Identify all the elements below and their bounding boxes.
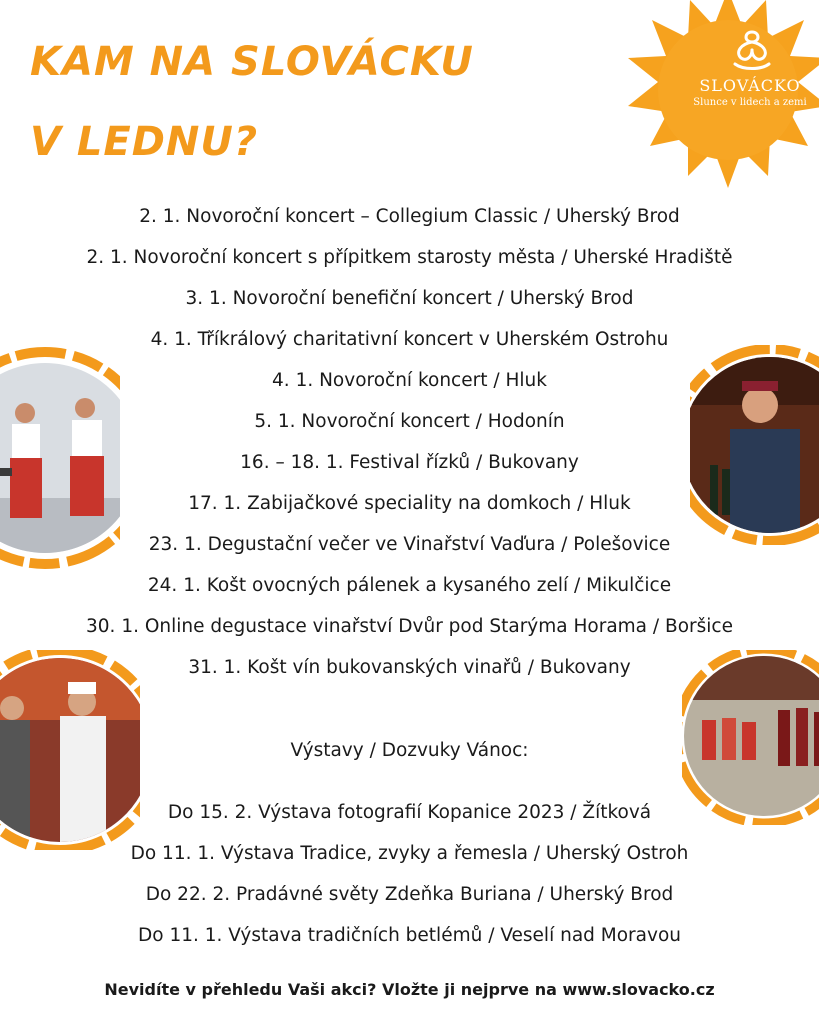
photo-folk-singers bbox=[0, 338, 120, 578]
event-item: 4. 1. Tříkrálový charitativní koncert v Uherském Ostrohu bbox=[150, 329, 669, 350]
event-item: 16. – 18. 1. Festival řízků / Bukovany bbox=[240, 452, 579, 473]
exhibition-item: Do 22. 2. Pradávné světy Zdeňka Buriana / Uherský Brod bbox=[145, 884, 674, 905]
title-line-1: KAM NA SLOVÁCKU bbox=[30, 39, 474, 85]
event-item: 2. 1. Novoroční koncert – Collegium Classic / Uherský Brod bbox=[139, 206, 680, 227]
logo-tagline: Slunce v lidech a zemi bbox=[693, 97, 807, 108]
page-title bbox=[30, 22, 474, 182]
photo-folk-dancers bbox=[682, 650, 819, 825]
logo-name: SLOVÁCKO bbox=[699, 76, 801, 95]
photo-winemaker bbox=[690, 345, 819, 545]
event-item: 24. 1. Košt ovocných pálenek a kysaného zelí / Mikulčice bbox=[147, 575, 672, 596]
event-item: 31. 1. Košt vín bukovanských vinařů / Bukovany bbox=[188, 657, 631, 678]
event-item: 3. 1. Novoroční benefiční koncert / Uherský Brod bbox=[185, 288, 634, 309]
photo-butchers bbox=[0, 650, 140, 850]
exhibition-item: Do 15. 2. Výstava fotografií Kopanice 2023 / Žítková bbox=[167, 802, 652, 823]
event-item: 4. 1. Novoroční koncert / Hluk bbox=[272, 370, 547, 391]
footer-note: Nevidíte v přehledu Vaši akci? Vložte ji nejprve na www.slovacko.cz bbox=[104, 980, 715, 999]
event-item: 2. 1. Novoroční koncert s přípitkem starosty města / Uherské Hradiště bbox=[86, 247, 733, 268]
event-item: 17. 1. Zabijačkové speciality na domkoch / Hluk bbox=[188, 493, 631, 514]
event-item: 30. 1. Online degustace vinařství Dvůr pod Starýma Horama / Boršice bbox=[86, 616, 733, 637]
exhibition-item: Do 11. 1. Výstava Tradice, zvyky a řemesla / Uherský Ostroh bbox=[130, 843, 689, 864]
event-item: 5. 1. Novoroční koncert / Hodonín bbox=[254, 411, 565, 432]
event-item: 23. 1. Degustační večer ve Vinařství Vaďura / Polešovice bbox=[148, 534, 671, 555]
slovacko-ornament-icon bbox=[727, 28, 777, 74]
section-heading-exhibitions: Výstavy / Dozvuky Vánoc: bbox=[290, 740, 529, 761]
title-line-2: V LEDNU? bbox=[30, 119, 259, 165]
exhibition-item: Do 11. 1. Výstava tradičních betlémů / Veselí nad Moravou bbox=[138, 925, 681, 946]
logo bbox=[690, 76, 810, 108]
